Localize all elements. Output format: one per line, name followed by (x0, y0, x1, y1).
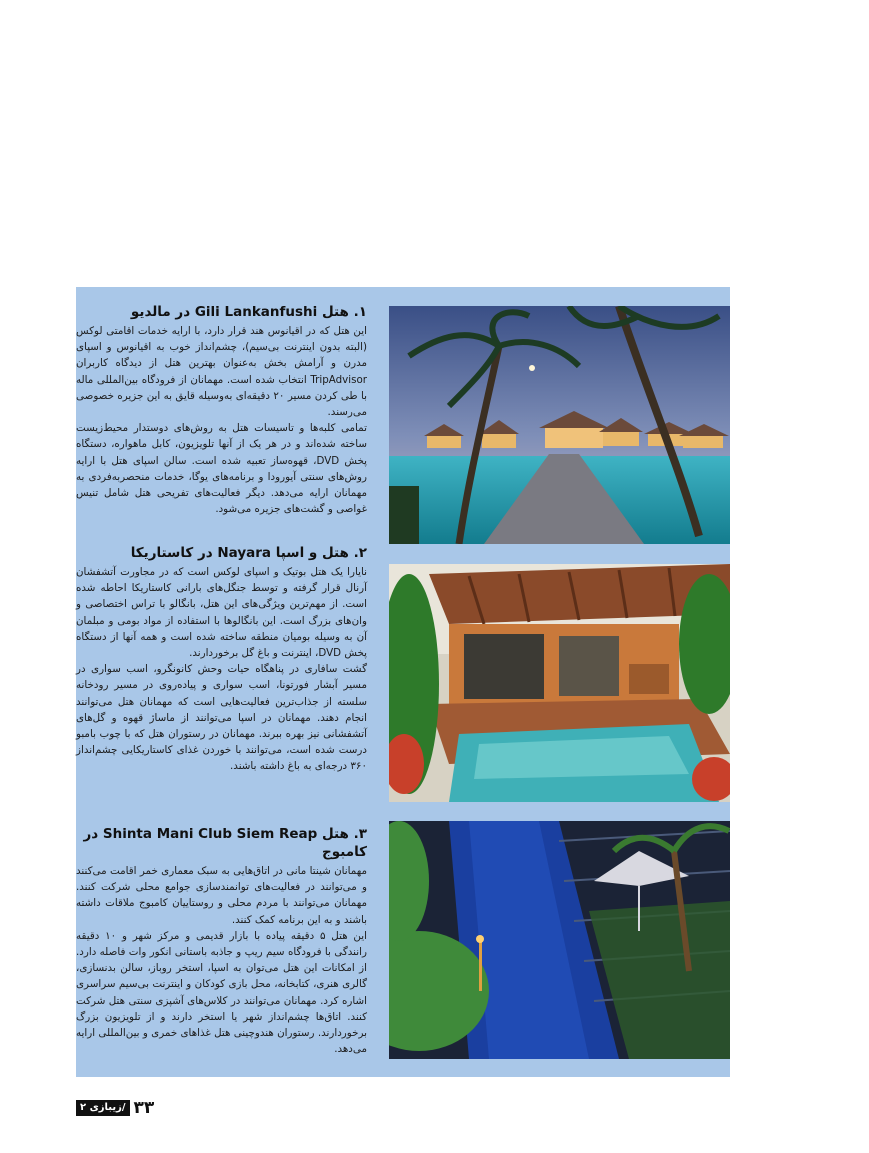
section-nayara (76, 544, 367, 775)
section-paragraph: تمامی کلبه‌ها و تاسیسات هتل به روش‌های دوستدار محیط‌زیست ساخته شده‌اند و در هر یک از آنها تلویزیون، کابل ماهواره، دستگاه پخش DVD، قهوه‌ساز تعبیه شده است. سالن اسپای هتل با ارایه روش‌های سنتی آیورودا و برنامه‌های یوگا، خدمات منحصربه‌فردی به مهمانان ارایه می‌دهد. دیگر فعالیت‌های تفریحی هتل شامل تنیس غواصی و گشت‌های جزیره می‌شود. (76, 422, 367, 516)
page-number: ۳۳ (133, 1098, 155, 1118)
section-gili-lankanfushi (76, 303, 367, 517)
cambodia-pool-courtyard-photo (389, 821, 730, 1059)
section-paragraph: گشت سافاری در پناهگاه حیات وحش کانونگرو، اسب سواری در مسیر آبشار فورتونا، اسب سواری و پیاده‌روی در مسیر رودخانه سلسته از جذاب‌ترین فعالیت‌هایی است که مهمانان هتل می‌توانند انجام دهند. مهمانان در اسپا می‌توانند از ماساژ قهوه و گل‌های آتشفشانی نیز بهره ببرند. مهمانان در رستوران هتل که با چوب بامبو درست شده است، می‌توانند با خوردن غذای کاستاریکایی چشم‌انداز ۳۶۰ درجه‌ای به باغ داشته باشند. (76, 663, 367, 773)
section-heading: ۲. هتل و اسپا Nayara در کاستاریکا (130, 545, 367, 561)
section-paragraph: این هتل که در اقیانوس هند قرار دارد، با ارایه خدمات اقامتی لوکس (البته بدون اینترنت بی‌سیم)، چشم‌انداز خوب به اقیانوس و اسپای مدرن و آرامش بخش به‌عنوان بهترین هتل از دیدگاه کاربران TripAdvisor انتخاب شده است. مهمانان از فرودگاه بین‌المللی ماله با طی کردن مسیر ۲۰ دقیقه‌ای به‌وسیله قایق به این جزیره خصوصی می‌رسند. (76, 325, 368, 419)
section-heading: ۱. هتل Gili Lankanfushi در مالدیو (130, 304, 367, 320)
section-paragraph: این هتل ۵ دقیقه پیاده با بازار قدیمی و مرکز شهر و ۱۰ دقیقه رانندگی با فرودگاه سیم ریپ و جاذبه باستانی انکور وات فاصله دارد. از امکانات این هتل می‌توان به اسپا، استخر روباز، سالن بدنسازی، گالری هنری، کتابخانه، محل بازی کودکان و اینترنت بی‌سیم سراسری اشاره کرد. مهمانان می‌توانند در کلاس‌های آشپزی سنتی هتل شرکت کنند. اتاق‌ها چشم‌انداز شهر یا استخر دارند و از تلویزیون بزرگ برخوردارند. رستوران هندوچینی هتل غذاهای خمری و بین‌المللی ارایه می‌دهد. (76, 929, 367, 1056)
maldives-water-villas-photo (389, 306, 730, 544)
section-heading: ۳. هتل Shinta Mani Club Siem Reap در کامبوج (83, 826, 367, 860)
page-folio (76, 1098, 154, 1118)
section-shinta-mani (76, 825, 367, 1057)
section-paragraph: نایارا یک هتل بوتیک و اسپای لوکس است که در مجاورت آتشفشان آرنال قرار گرفته و توسط جنگل‌های بارانی کاستاریکا احاطه شده است. از مهم‌ترین ویژگی‌های این هتل، بانگالو با تراس اختصاصی و وان‌های بزرگ است. این بانگالوها با استفاده از مواد بومی و مبلمان آن به وسیله بومیان منطقه ساخته شده است و همه آنها از دستگاه پخش DVD، اینترنت و باغ گل برخوردارند. (76, 566, 367, 660)
costa-rica-pool-bungalow-photo (389, 564, 730, 802)
magazine-name: زیبازی ۲/ (76, 1100, 130, 1116)
section-paragraph: مهمانان شینتا مانی در اتاق‌هایی به سبک معماری خمر اقامت می‌کنند و می‌توانند در فعالیت‌های توانمندسازی جوامع محلی شرکت کنند. مهمانان می‌توانند با مردم محلی و روستاییان کامبوج ملاقات داشته باشند و به این برنامه کمک کنند. (76, 865, 367, 926)
